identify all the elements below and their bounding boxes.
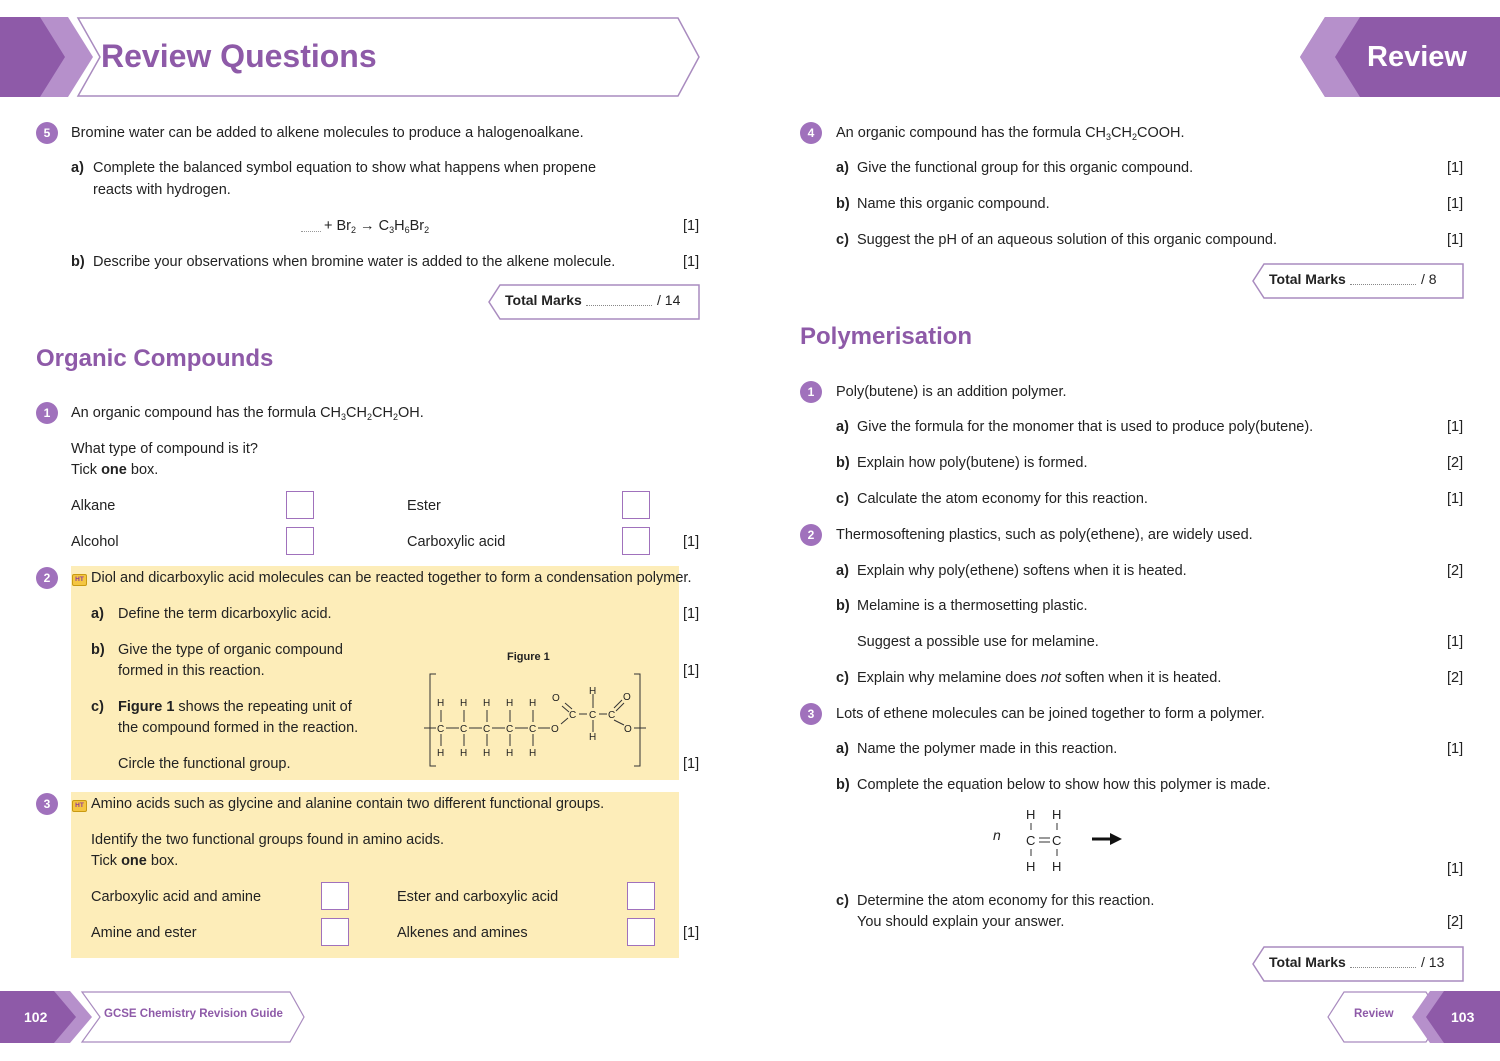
- question-text: Complete the balanced symbol equation to show what happens when propene: [93, 160, 597, 176]
- footer-section-label: Review: [1354, 1008, 1394, 1020]
- question-text: Circle the functional group.: [118, 756, 291, 772]
- svg-text:C: C: [483, 724, 491, 735]
- part-label: a): [836, 160, 849, 176]
- total-marks-label: Total Marks: [505, 292, 582, 308]
- part-label: c): [836, 670, 849, 686]
- mark-allocation: [1]: [1447, 196, 1464, 212]
- page-title: Review Questions: [101, 38, 377, 74]
- question-text: Determine the atom economy for this reaction.: [857, 893, 1155, 909]
- question-text: Poly(butene) is an addition polymer.: [836, 384, 1067, 400]
- option-label: Amine and ester: [91, 925, 197, 941]
- question-text: Melamine is a thermosetting plastic.: [857, 598, 1088, 614]
- mark-allocation: [1]: [1447, 232, 1464, 248]
- mark-allocation: [1]: [1447, 160, 1464, 176]
- option-label: Ester: [407, 498, 441, 514]
- svg-text:C: C: [460, 724, 468, 735]
- total-marks-line[interactable]: [586, 305, 652, 306]
- question-text: Give the functional group for this organic compound.: [857, 160, 1194, 176]
- option-label: Alkane: [71, 498, 116, 514]
- svg-text:C: C: [437, 724, 445, 735]
- tick-box[interactable]: [321, 882, 349, 910]
- total-marks-box: [488, 284, 700, 320]
- svg-text:H: H: [1026, 859, 1036, 874]
- question-number: 4: [800, 122, 822, 144]
- tick-box[interactable]: [622, 491, 650, 519]
- svg-text:H: H: [1052, 807, 1062, 822]
- mark-allocation: [1]: [683, 254, 700, 270]
- mark-allocation: [1]: [683, 218, 700, 234]
- higher-tier-icon: HT: [72, 800, 87, 812]
- question-text: Lots of ethene molecules can be joined together to form a polymer.: [836, 706, 1265, 722]
- svg-text:O: O: [551, 724, 559, 735]
- part-label: a): [836, 741, 849, 757]
- mark-allocation: [1]: [683, 756, 700, 772]
- part-label: a): [836, 419, 849, 435]
- part-label: b): [836, 598, 850, 614]
- part-label: b): [836, 777, 850, 793]
- part-label: c): [836, 893, 849, 909]
- mark-allocation: [1]: [683, 606, 700, 622]
- svg-text:O: O: [552, 693, 560, 704]
- mark-allocation: [1]: [1447, 491, 1464, 507]
- question-text: An organic compound has the formula $CH_3CH_2CH_2OH$.: [71, 405, 424, 422]
- svg-text:H: H: [589, 686, 597, 697]
- svg-text:C: C: [506, 724, 514, 735]
- svg-text:H: H: [483, 698, 491, 709]
- part-label: a): [91, 606, 104, 622]
- svg-text:H: H: [483, 748, 491, 759]
- question-number: 1: [36, 402, 58, 424]
- question-text: Describe your observations when bromine water is added to the alkene molecule.: [93, 254, 616, 270]
- svg-text:H: H: [529, 698, 537, 709]
- question-text: HT Amino acids such as glycine and alanine contain two different functional groups.: [72, 794, 604, 815]
- option-label: Carboxylic acid and amine: [91, 889, 262, 905]
- svg-text:H: H: [460, 698, 468, 709]
- question-text: Bromine water can be added to alkene molecules to produce a halogenoalkane.: [71, 125, 584, 141]
- question-text: Explain how poly(butene) is formed.: [857, 455, 1088, 471]
- part-label: a): [836, 563, 849, 579]
- total-marks-value: / 8: [1421, 271, 1437, 287]
- svg-text:H: H: [589, 732, 597, 743]
- question-text: Give the type of organic compound: [118, 642, 343, 658]
- question-text: reacts with hydrogen.: [93, 182, 231, 198]
- part-label: c): [91, 699, 104, 715]
- svg-text:O: O: [623, 692, 631, 703]
- question-text: Explain why melamine does not soften when it is heated.: [857, 670, 1222, 686]
- question-text: Give the formula for the monomer that is used to produce poly(butene).: [857, 419, 1314, 435]
- svg-text:O: O: [624, 724, 632, 735]
- svg-text:C: C: [1026, 833, 1036, 848]
- equation-coefficient: n: [993, 827, 1001, 843]
- total-marks-box: [1252, 263, 1464, 299]
- part-label: b): [91, 642, 105, 658]
- question-text: Suggest a possible use for melamine.: [857, 634, 1099, 650]
- svg-text:C: C: [589, 710, 597, 721]
- section-heading: Polymerisation: [800, 323, 973, 350]
- mark-allocation: [1]: [683, 663, 700, 679]
- total-marks-value: / 13: [1421, 954, 1445, 970]
- option-label: Ester and carboxylic acid: [397, 889, 559, 905]
- tick-box[interactable]: [627, 882, 655, 910]
- tick-box[interactable]: [622, 527, 650, 555]
- question-text: formed in this reaction.: [118, 663, 265, 679]
- svg-text:C: C: [608, 710, 616, 721]
- part-label: c): [836, 491, 849, 507]
- question-number: 5: [36, 122, 58, 144]
- svg-text:H: H: [1026, 807, 1036, 822]
- book-title: GCSE Chemistry Revision Guide: [104, 1008, 283, 1020]
- question-text: HT Diol and dicarboxylic acid molecules can be reacted together to form a condensation polymer.: [72, 568, 691, 589]
- ethene-structure-diagram: [1020, 805, 1130, 875]
- mark-allocation: [1]: [683, 534, 700, 550]
- tick-box[interactable]: [286, 527, 314, 555]
- mark-allocation: [1]: [683, 925, 700, 941]
- svg-text:H: H: [1052, 859, 1062, 874]
- instruction: Tick one box.: [71, 462, 159, 478]
- question-text: Explain why poly(ethene) softens when it is heated.: [857, 563, 1187, 579]
- tick-box[interactable]: [321, 918, 349, 946]
- question-number: 2: [36, 567, 58, 589]
- question-text: Name this organic compound.: [857, 196, 1050, 212]
- question-text: Suggest the pH of an aqueous solution of this organic compound.: [857, 232, 1277, 248]
- total-marks-value: / 14: [657, 292, 681, 308]
- higher-tier-icon: HT: [72, 574, 87, 586]
- page-number: 102: [24, 1009, 48, 1025]
- option-label: Alcohol: [71, 534, 119, 550]
- figure-caption: Figure 1: [507, 651, 550, 663]
- question-text: Figure 1 shows the repeating unit of: [118, 699, 352, 715]
- question-text: the compound formed in the reaction.: [118, 720, 359, 736]
- total-marks-line[interactable]: [1350, 967, 1416, 968]
- part-label: b): [836, 196, 850, 212]
- total-marks-box: [1252, 946, 1464, 982]
- svg-text:H: H: [460, 748, 468, 759]
- mark-allocation: [2]: [1447, 455, 1464, 471]
- question-number: 1: [800, 381, 822, 403]
- mark-allocation: [2]: [1447, 563, 1464, 579]
- svg-text:C: C: [1052, 833, 1062, 848]
- mark-allocation: [1]: [1447, 861, 1464, 877]
- svg-text:H: H: [437, 698, 445, 709]
- svg-text:C: C: [529, 724, 537, 735]
- total-marks-line[interactable]: [1350, 284, 1416, 285]
- question-text: Complete the equation below to show how this polymer is made.: [857, 777, 1271, 793]
- svg-text:H: H: [506, 748, 514, 759]
- tick-box[interactable]: [286, 491, 314, 519]
- total-marks-label: Total Marks: [1269, 954, 1346, 970]
- question-text: You should explain your answer.: [857, 914, 1065, 930]
- option-label: Carboxylic acid: [407, 534, 506, 550]
- question-text: Calculate the atom economy for this reaction.: [857, 491, 1148, 507]
- question-text: An organic compound has the formula $CH_3CH_2COOH$.: [836, 125, 1185, 142]
- part-label: b): [71, 254, 85, 270]
- question-text: What type of compound is it?: [71, 441, 258, 457]
- svg-text:C: C: [569, 710, 577, 721]
- mark-allocation: [2]: [1447, 670, 1464, 686]
- answer-line[interactable]: [301, 231, 321, 232]
- section-heading: Organic Compounds: [36, 345, 274, 372]
- question-text: Define the term dicarboxylic acid.: [118, 606, 332, 622]
- page-number: 103: [1451, 1009, 1475, 1025]
- polymer-structure-diagram: [424, 670, 654, 770]
- mark-allocation: [1]: [1447, 741, 1464, 757]
- total-marks-label: Total Marks: [1269, 271, 1346, 287]
- question-number: 2: [800, 524, 822, 546]
- part-label: c): [836, 232, 849, 248]
- svg-text:H: H: [506, 698, 514, 709]
- svg-text:H: H: [529, 748, 537, 759]
- question-text: Identify the two functional groups found in amino acids.: [91, 832, 445, 848]
- mark-allocation: [2]: [1447, 914, 1464, 930]
- mark-allocation: [1]: [1447, 634, 1464, 650]
- question-number: 3: [36, 793, 58, 815]
- part-label: a): [71, 160, 84, 176]
- svg-text:H: H: [437, 748, 445, 759]
- part-label: b): [836, 455, 850, 471]
- instruction: Tick one box.: [91, 853, 179, 869]
- option-label: Alkenes and amines: [397, 925, 528, 941]
- equation: + $Br_2 \to C_3H_6Br_2$: [324, 218, 430, 235]
- question-text: Thermosoftening plastics, such as poly(ethene), are widely used.: [836, 527, 1253, 543]
- section-title-review: Review: [1367, 41, 1467, 73]
- mark-allocation: [1]: [1447, 419, 1464, 435]
- question-number: 3: [800, 703, 822, 725]
- question-text: Name the polymer made in this reaction.: [857, 741, 1118, 757]
- tick-box[interactable]: [627, 918, 655, 946]
